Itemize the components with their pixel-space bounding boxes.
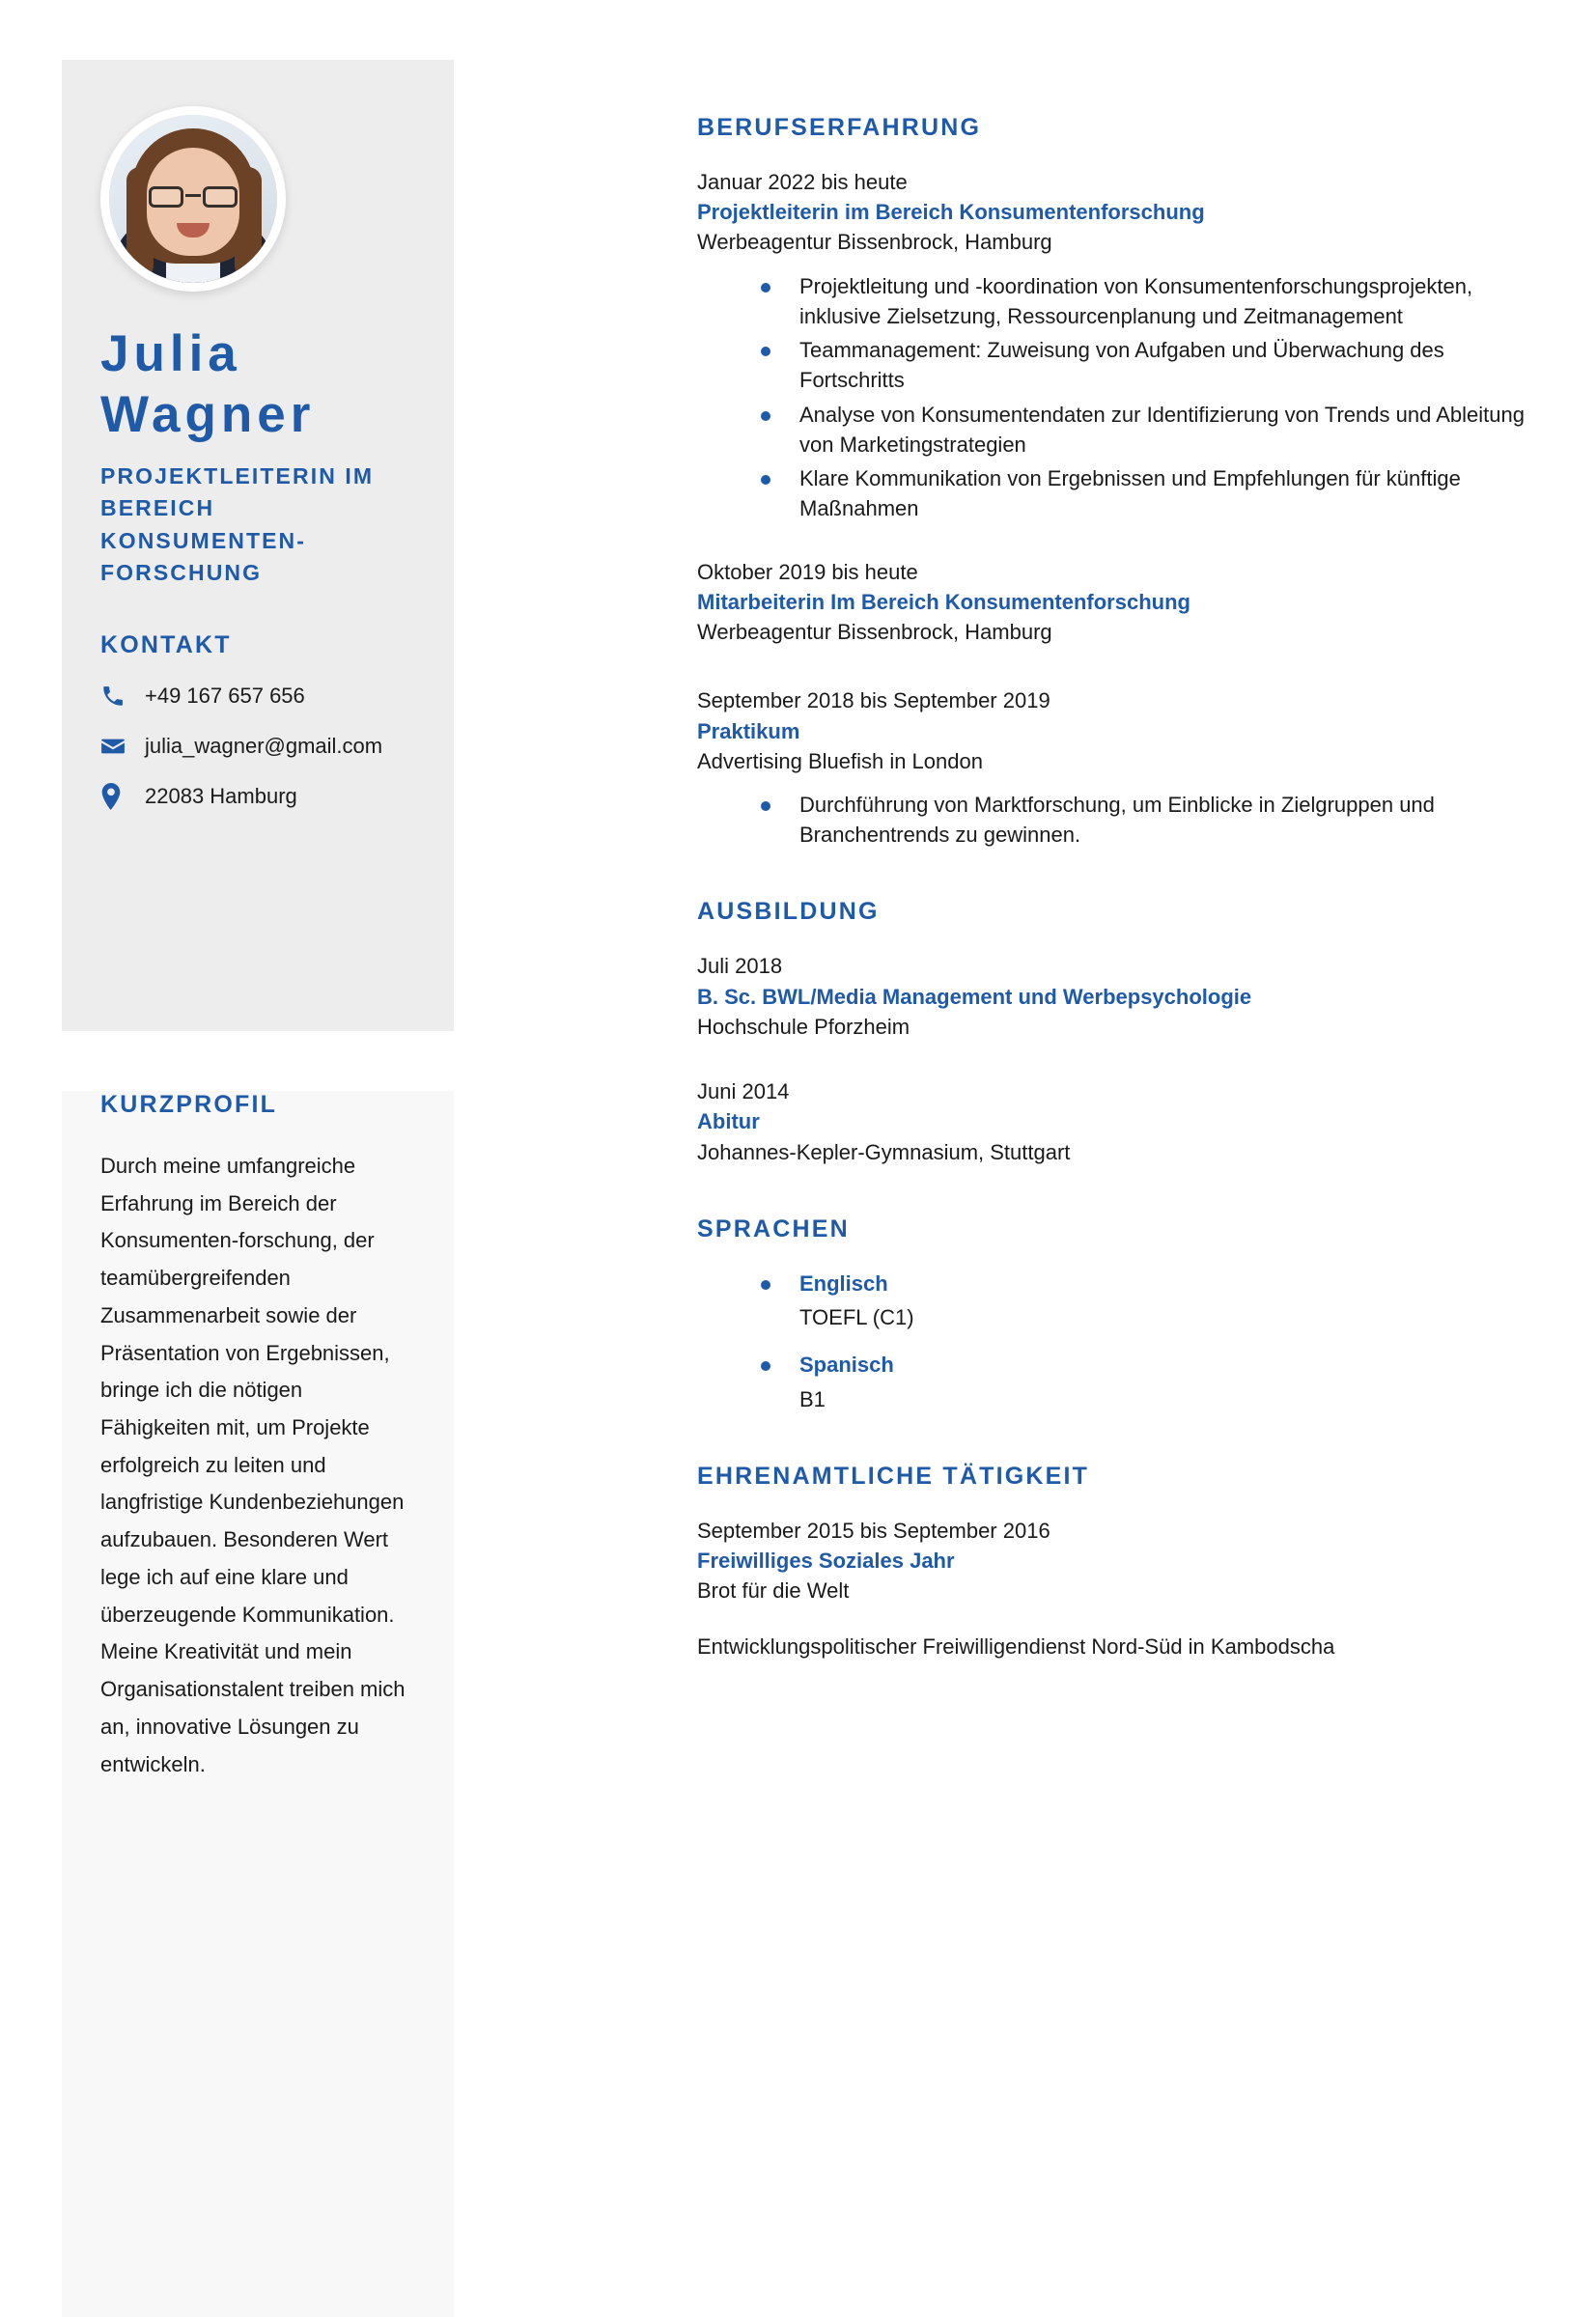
languages-heading: SPRACHEN [697, 1214, 850, 1242]
entry-org: Werbeagentur Bissenbrock, Hamburg [697, 230, 1052, 255]
phone-icon [100, 684, 135, 709]
entry-org: Advertising Bluefish in London [697, 748, 983, 773]
last-name: Wagner [100, 385, 316, 443]
volunteering-note: Entwicklungspolitischer Freiwilligendienst Nord-Süd in Kambodscha [697, 1633, 1335, 1659]
glasses-icon [147, 186, 239, 208]
entry-org: Hochschule Pforzheim [697, 1014, 910, 1039]
contact-item-location [62, 781, 454, 812]
job-role-subtitle: PROJEKTLEITERIN IM BEREICH KONSUMENTEN-FORSCHUNG [100, 463, 375, 586]
section-volunteering [697, 1463, 1529, 1661]
education-entry [697, 951, 1529, 1042]
sidebar-bottom-block [62, 1091, 454, 2317]
sidebar-top-block [62, 60, 454, 1031]
entry-date: September 2018 bis September 2019 [697, 688, 1050, 713]
list-item: Projektleitung und -koordination von Konsumentenforschungsprojekten, inklusive Zielsetzung, Ressourcenplanung und Zeitmanagement [747, 271, 1529, 331]
entry-bullets [697, 271, 1529, 524]
language-name: Spanisch [799, 1353, 894, 1378]
entry-date: September 2015 bis September 2016 [697, 1518, 1050, 1543]
list-item [747, 1269, 1529, 1332]
section-languages [697, 1215, 1529, 1414]
volunteering-heading: EHRENAMTLICHE TÄTIGKEIT [697, 1462, 1090, 1490]
section-education [697, 898, 1529, 1166]
sidebar [62, 60, 454, 2257]
envelope-icon [100, 736, 135, 757]
contact-item-email [62, 731, 454, 762]
list-item: Durchführung von Marktforschung, um Einblicke in Zielgruppen und Branchentrends zu gewinnen. [747, 790, 1529, 850]
glasses-left-lens [149, 186, 183, 208]
glasses-right-lens [203, 186, 238, 208]
entry-date: Juli 2018 [697, 954, 783, 979]
entry-title: Abitur [697, 1109, 760, 1134]
entry-title: Mitarbeiterin Im Bereich Konsumentenforschung [697, 589, 1190, 614]
entry-org: Brot für die Welt [697, 1578, 850, 1604]
volunteering-entry [697, 1516, 1529, 1606]
avatar [100, 106, 286, 292]
location-pin-icon [100, 783, 135, 810]
phone-value: +49 167 657 656 [145, 684, 305, 709]
list-item [747, 1350, 1529, 1413]
entry-title: Praktikum [697, 718, 800, 743]
glasses-bridge [185, 194, 201, 197]
entry-title: B. Sc. BWL/Media Management und Werbepsychologie [697, 984, 1252, 1009]
language-level: B1 [799, 1386, 826, 1411]
entry-title: Freiwilliges Soziales Jahr [697, 1549, 955, 1574]
experience-entry [697, 685, 1529, 850]
list-item: Analyse von Konsumentendaten zur Identifizierung von Trends und Ableitung von Marketingstrategien [747, 400, 1529, 460]
section-experience [697, 114, 1529, 850]
avatar-hair-right [235, 167, 262, 279]
language-level: TOEFL (C1) [799, 1305, 914, 1330]
entry-date: Oktober 2019 bis heute [697, 559, 918, 584]
main-column [697, 114, 1529, 1683]
first-name: Julia [100, 325, 241, 382]
education-entry [697, 1076, 1529, 1167]
location-value: 22083 Hamburg [145, 784, 297, 809]
entry-org: Werbeagentur Bissenbrock, Hamburg [697, 620, 1052, 645]
contact-heading: KONTAKT [100, 631, 232, 659]
education-heading: AUSBILDUNG [697, 898, 880, 926]
experience-entry [697, 167, 1529, 524]
experience-entry [697, 557, 1529, 648]
entry-bullets [697, 790, 1529, 850]
experience-heading: BERUFSERFAHRUNG [697, 114, 982, 141]
profile-heading: KURZPROFIL [100, 1091, 278, 1118]
entry-title: Projektleiterin im Bereich Konsumentenforschung [697, 200, 1205, 225]
email-value: julia_wagner@gmail.com [145, 734, 383, 759]
list-item: Klare Kommunikation von Ergebnissen und Empfehlungen für künftige Maßnahmen [747, 463, 1529, 523]
page-title [100, 324, 419, 445]
contact-list [62, 681, 454, 812]
languages-list [697, 1269, 1529, 1414]
list-item: Teammanagement: Zuweisung von Aufgaben und Überwachung des Fortschritts [747, 335, 1529, 395]
avatar-container [62, 60, 454, 292]
language-name: Englisch [799, 1270, 888, 1296]
entry-org: Johannes-Kepler-Gymnasium, Stuttgart [697, 1139, 1071, 1164]
profile-text: Durch meine umfangreiche Erfahrung im Bereich der Konsumenten-forschung, der teamübergreifenden Zusammenarbeit sowie der Präsentation von Ergebnissen, bringe ich die nötigen Fähigkeiten mit, um Projekte erfolgreich zu leiten und langfristige Kundenbeziehungen aufzubauen. Besonderen Wert lege ich auf eine klare und überzeugende Kommunikation. Meine Kreativität und mein Organisationstalent treiben mich an, innovative Lösungen zu entwickeln. [100, 1154, 406, 1776]
contact-item-phone [62, 681, 454, 712]
entry-date: Januar 2022 bis heute [697, 170, 908, 194]
entry-date: Juni 2014 [697, 1079, 790, 1104]
